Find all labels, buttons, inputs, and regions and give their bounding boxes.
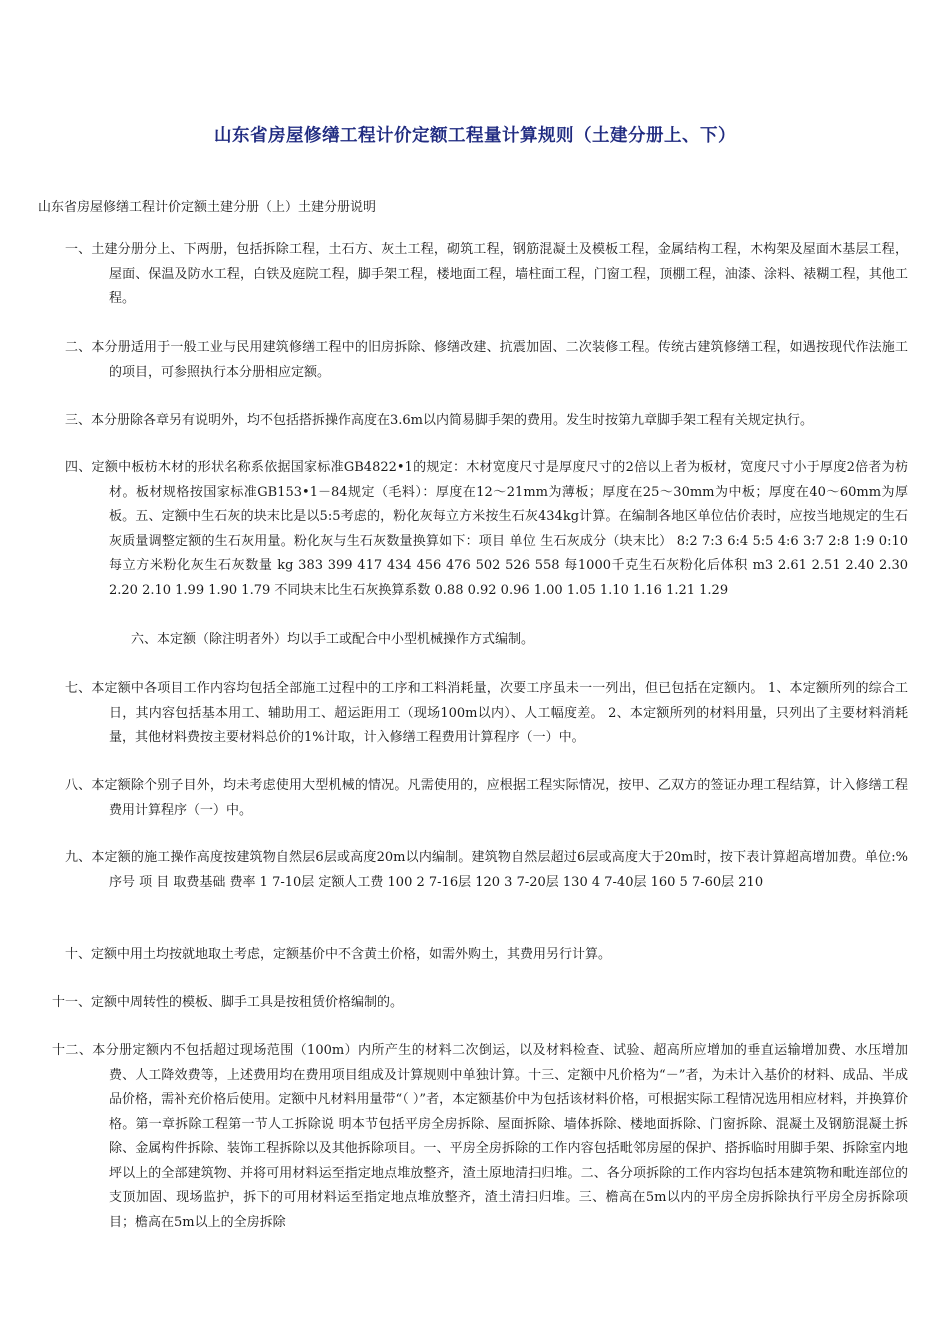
paragraph-10	[38, 943, 908, 968]
paragraph-2-text: 二、本分册适用于一般工业与民用建筑修缮工程中的旧房拆除、修缮改建、抗震加固、二次装修工程。传统古建筑修缮工程，如遇按现代作法施工的项目，可参照执行本分册相应定额。	[65, 340, 908, 380]
paragraph-6-text: 六、本定额（除注明者外）均以手工或配合中小型机械操作方式编制。	[131, 632, 535, 647]
paragraph-2	[38, 336, 908, 385]
paragraph-1	[38, 238, 908, 312]
paragraph-9-text: 九、本定额的施工操作高度按建筑物自然层6层或高度20m以内编制。建筑物自然层超过6层或高度大于20m时，按下表计算超高增加费。单位:% 序号 项 目 取费基础 费率 1 7-10层 定额人工费 100 2 7-16层 120 3 7-20层 130 4 7-40层 160 5 7-60层 210	[65, 850, 908, 890]
paragraph-3-text: 三、本分册除各章另有说明外，均不包括搭拆操作高度在3.6m以内简易脚手架的费用。发生时按第九章脚手架工程有关规定执行。	[65, 413, 814, 428]
section-subtitle: 山东省房屋修缮工程计价定额土建分册（上）土建分册说明	[38, 200, 377, 215]
paragraph-11-text: 十一、定额中周转性的模板、脚手工具是按租赁价格编制的。	[52, 995, 404, 1010]
page-title: 山东省房屋修缮工程计价定额工程量计算规则（土建分册上、下）	[214, 126, 736, 146]
paragraph-8-text: 八、本定额除个别子目外，均未考虑使用大型机械的情况。凡需使用的，应根据工程实际情况，按甲、乙双方的签证办理工程结算，计入修缮工程费用计算程序（一）中。	[65, 778, 908, 818]
paragraph-12	[38, 1039, 908, 1235]
paragraph-1-text: 一、土建分册分上、下两册，包括拆除工程，土石方、灰土工程，砌筑工程，钢筋混凝土及模板工程，金属结构工程，木构架及屋面木基层工程，屋面、保温及防水工程，白铁及庭院工程，脚手架工程，楼地面工程，墙柱面工程，门窗工程，顶棚工程，油漆、涂料、裱糊工程，其他工程。	[65, 242, 908, 306]
paragraph-8	[38, 774, 908, 823]
paragraph-6	[38, 628, 908, 653]
paragraph-7	[38, 677, 908, 751]
paragraph-3	[38, 409, 908, 434]
paragraph-9	[38, 846, 908, 895]
paragraph-7-text: 七、本定额中各项目工作内容均包括全部施工过程中的工序和工料消耗量，次要工序虽未一一列出，但已包括在定额内。 1、本定额所列的综合工日，其内容包括基本用工、辅助用工、超运距用工（现场100m以内）、人工幅度差。 2、本定额所列的材料用量，只列出了主要材料消耗量，其他材料费按主要材料总价的1%计取，计入修缮工程费用计算程序（一）中。	[65, 681, 908, 745]
paragraph-4-text: 四、定额中板枋木材的形状名称系依据国家标准GB4822•1的规定：木材宽度尺寸是厚度尺寸的2倍以上者为板材，宽度尺寸小于厚度2倍者为枋材。板材规格按国家标准GB153•1－84规定（毛料）：厚度在12～21mm为薄板；厚度在25～30mm为中板；厚度在40～60mm为厚板。五、定额中生石灰的块末比是以5:5考虑的，粉化灰每立方米按生石灰434kg计算。在编制各地区单位估价表时，应按当地规定的生石灰质量调整定额的生石灰用量。粉化灰与生石灰数量换算如下：项目 单位 生石灰成分（块末比） 8:2 7:3 6:4 5:5 4:6 3:7 2:8 1:9 0:10 每立方米粉化灰生石灰数量 kg 383 399 417 434 456 476 502 526 558 每1000千克生石灰粉化后体积 m3 2.61 2.51 2.40 2.30 2.20 2.10 1.99 1.90 1.79 不同块末比生石灰换算系数 0.88 0.92 0.96 1.00 1.05 1.10 1.16 1.21 1.29	[65, 460, 908, 598]
paragraph-11	[38, 991, 908, 1016]
paragraph-12-text: 十二、本分册定额内不包括超过现场范围（100m）内所产生的材料二次倒运，以及材料检查、试验、超高所应增加的垂直运输增加费、水压增加费、人工降效费等，上述费用均在费用项目组成及计算规则中单独计算。十三、定额中凡价格为“－”者，为未计入基价的材料、成品、半成品价格，需补充价格后使用。定额中凡材料用量带“（ ）”者，本定额基价中为包括该材料价格，可根据实际工程情况选用相应材料，并换算价格。第一章拆除工程第一节人工拆除说 明本节包括平房全房拆除、屋面拆除、墙体拆除、楼地面拆除、门窗拆除、混凝土及钢筋混凝土拆除、金属构件拆除、装饰工程拆除以及其他拆除项目。一、平房全房拆除的工作内容包括毗邻房屋的保护、搭拆临时用脚手架、拆除室内地坪以上的全部建筑物、并将可用材料运至指定地点堆放整齐，渣土原地清扫归堆。二、各分项拆除的工作内容均包括本建筑物和毗连部位的支顶加固、现场监护，拆下的可用材料运至指定地点堆放整齐，渣土清扫归堆。三、檐高在5m以内的平房全房拆除执行平房全房拆除项目；檐高在5m以上的全房拆除	[52, 1043, 908, 1230]
paragraph-10-text: 十、定额中用土均按就地取土考虑，定额基价中不含黄土价格，如需外购土，其费用另行计算。	[65, 947, 612, 962]
paragraph-4	[38, 456, 908, 603]
